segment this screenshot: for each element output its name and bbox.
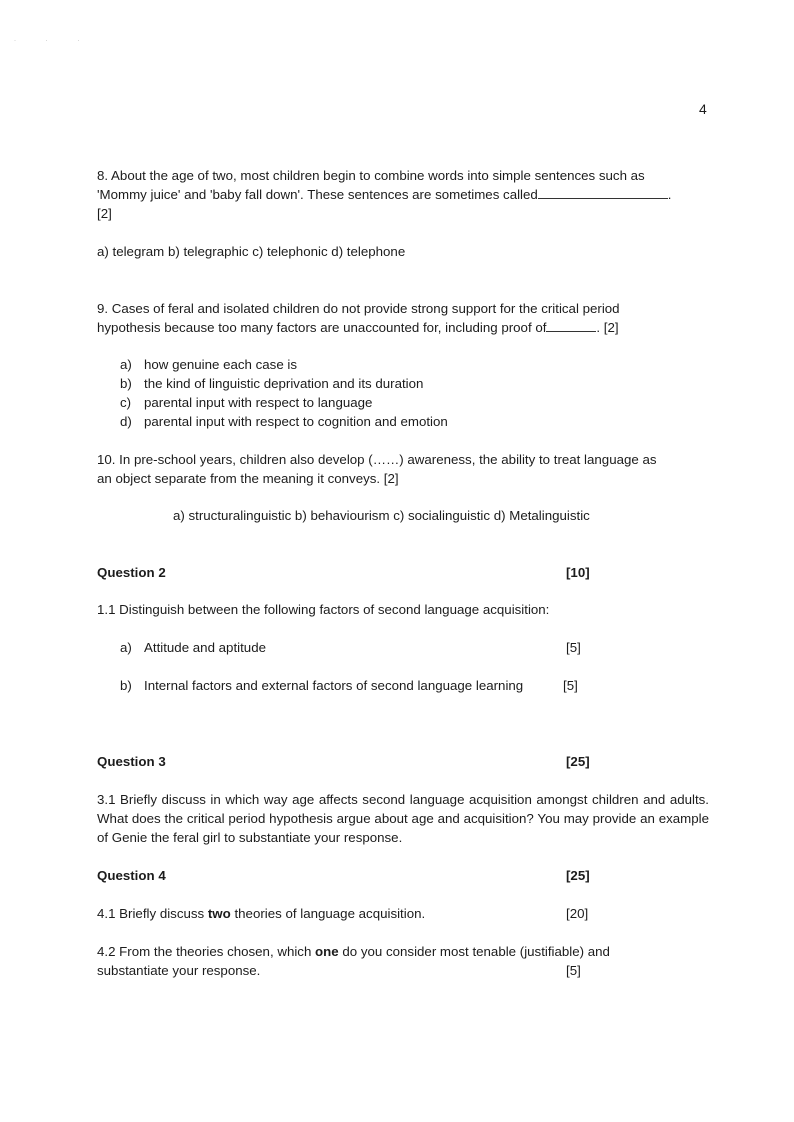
q42-emphasis: one [315,944,339,959]
q10-options: a) structuralinguistic b) behaviourism c) socialinguistic d) Metalinguistic [173,508,590,523]
q41-marks: [20] [566,906,589,921]
answer-blank [538,186,668,199]
scan-artifact: · · · [14,38,94,44]
item-a-marks: [5] [566,640,581,655]
q9-line2-end: . [2] [596,320,619,335]
q8-line2-end: . [667,187,672,202]
q8-text-line1: 8. About the age of two, most children begin to combine words into simple sentences such as [97,168,645,183]
section-title: Question 4 [97,868,166,883]
q10-text-line2: an object separate from the meaning it conveys. [2] [97,471,399,486]
page-number: 4 [699,101,707,117]
section-title: Question 2 [97,565,166,580]
option-text: the kind of linguistic deprivation and its duration [144,376,424,391]
item-label: a) [120,640,132,655]
q9-text-line2-content: hypothesis because too many factors are unaccounted for, including proof of [97,320,547,335]
q9-option-b [120,374,423,393]
q42-text-post: do you consider most tenable (justifiable) and [338,944,610,959]
option-text: parental input with respect to language [144,395,373,410]
item-label: b) [120,678,132,693]
q9-text-line2 [97,318,619,337]
q9-option-d [120,412,448,431]
section-marks: [25] [566,868,590,883]
item-text: Attitude and aptitude [144,640,266,655]
q21-item-b [120,676,523,695]
q9-option-a [120,355,297,374]
q41-text-pre: 4.1 Briefly discuss [97,906,208,921]
answer-blank [546,319,596,332]
q10-text-line1: 10. In pre-school years, children also develop (……) awareness, the ability to treat language as [97,452,657,467]
q8-marks: [2] [97,206,112,221]
option-text: parental input with respect to cognition and emotion [144,414,448,429]
option-label: a) [120,357,132,372]
q8-options: a) telegram b) telegraphic c) telephonic d) telephone [97,244,406,259]
q42-text-line2: substantiate your response. [97,963,261,978]
q21-item-a [120,638,266,657]
q8-text-line2 [97,185,672,204]
option-label: b) [120,376,132,391]
q41-text-post: theories of language acquisition. [230,906,426,921]
q42-text-line1 [97,942,610,961]
q9-option-c [120,393,372,412]
section-marks: [25] [566,754,590,769]
q31-text: 3.1 Briefly discuss in which way age affects second language acquisition amongst children and adults. What does the critical period hypothesis argue about age and acquisition? You may provide an example of Genie the feral girl to substantiate your response. [97,792,709,845]
option-label: d) [120,414,132,429]
q41-text [97,904,425,923]
option-text: how genuine each case is [144,357,298,372]
q42-marks: [5] [566,963,581,978]
q9-text-line1: 9. Cases of feral and isolated children do not provide strong support for the critical period [97,301,620,316]
section-marks: [10] [566,565,590,580]
q21-intro: 1.1 Distinguish between the following factors of second language acquisition: [97,602,550,617]
q42-text-pre: 4.2 From the theories chosen, which [97,944,316,959]
q8-text-line2-content: 'Mommy juice' and 'baby fall down'. These sentences are sometimes called [97,187,538,202]
item-b-marks: [5] [563,678,578,693]
option-label: c) [120,395,132,410]
section-title: Question 3 [97,754,166,769]
q41-emphasis: two [207,906,231,921]
item-text: Internal factors and external factors of second language learning [144,678,524,693]
